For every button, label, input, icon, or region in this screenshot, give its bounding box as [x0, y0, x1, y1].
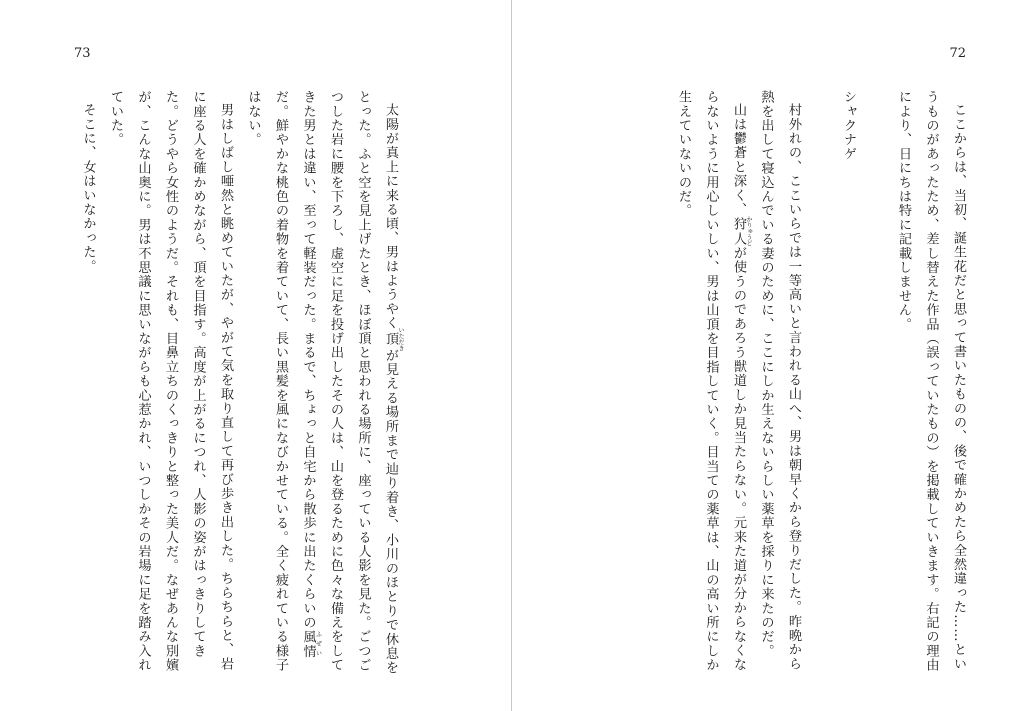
left-page-body	[74, 90, 404, 680]
text-run: 太陽が真上に来る頃、男はようやく	[383, 103, 398, 331]
text-run: 山は鬱蒼と深く、	[731, 103, 746, 217]
ruby-reading: ふぜい	[314, 629, 322, 659]
page-number-right: 72	[949, 46, 966, 61]
right-page-body	[670, 90, 973, 680]
paragraph: 男はしばし唖然と眺めていたが、やがて気を取り直して再び歩き出した。ちらちらと、岩に座る人を確かめながら、頂を目指す。高度が上がるにつれ、人影の姿がはっきりしてきた。どうやら女性のようだ。それも、目鼻立ちのくっきりと整った美人だ。なぜあんな別嬪が、こんな山奥に。男は不思議に思いながらも心惹かれ、いつしかその岩場に足を踏み入れていた。	[108, 90, 233, 673]
ruby-base: 頂	[383, 327, 398, 352]
ruby-reading: かりゅうど	[745, 216, 752, 247]
paragraph	[239, 90, 404, 680]
paragraph: そこに、女はいなかった。	[80, 103, 96, 274]
paragraph	[670, 90, 753, 680]
ruby-base: 狩人	[731, 216, 746, 247]
ruby-word	[731, 216, 752, 247]
page-number-left: 73	[74, 46, 91, 61]
section-heading: シャクナゲ	[841, 90, 856, 161]
right-page	[512, 0, 1024, 711]
paragraph: 村外れの、ここいらでは一等高いと言われる山へ、男は朝早くから登りだした。昨晩から熱を出して寝込んでいる妻のために、ここにしか生えないらしい薬草を採りに来たのだ。	[758, 90, 801, 672]
text-run: が使うのであろう獣道しか見当たらない。元来た道が分からなくならないように用心しいしい、男は山頂を目指していく。目当ての薬草は、山の高い所にしか生えていないのだ。	[676, 90, 746, 673]
intro-paragraph: ここからは、当初、誕生花だと思って書いたものの、後で確かめたら全然違った……というものがあったため、差し替えた作品（誤っていたもの）を掲載していきます。右記の理由により、日にちは特に記載しません。	[896, 90, 966, 673]
text-run: が見える場所まで辿り着き、小川のほとりで休息をとった。ふと空を見上げたとき、ほぼ頂と思われる場所に、座っている人影を見た。ごつごつした岩に腰を下ろし、虚空に足を投げ出したその人は、山を登るために色々な備えをしてきた男とは違い、至って軽装だった。まるで、ちょっと自宅から散歩に出たくらいの	[300, 90, 398, 675]
blank-line	[807, 90, 835, 680]
blank-line	[862, 90, 890, 680]
ruby-word	[383, 327, 404, 352]
ruby-base: 風情	[300, 629, 316, 659]
ruby-word	[300, 629, 322, 659]
ruby-reading: いただき	[397, 327, 404, 352]
text-run: だ。鮮やかな桃色の着物を着ていて、長い黒髪を風になびかせている。全く疲れている様子はない。	[245, 90, 288, 673]
